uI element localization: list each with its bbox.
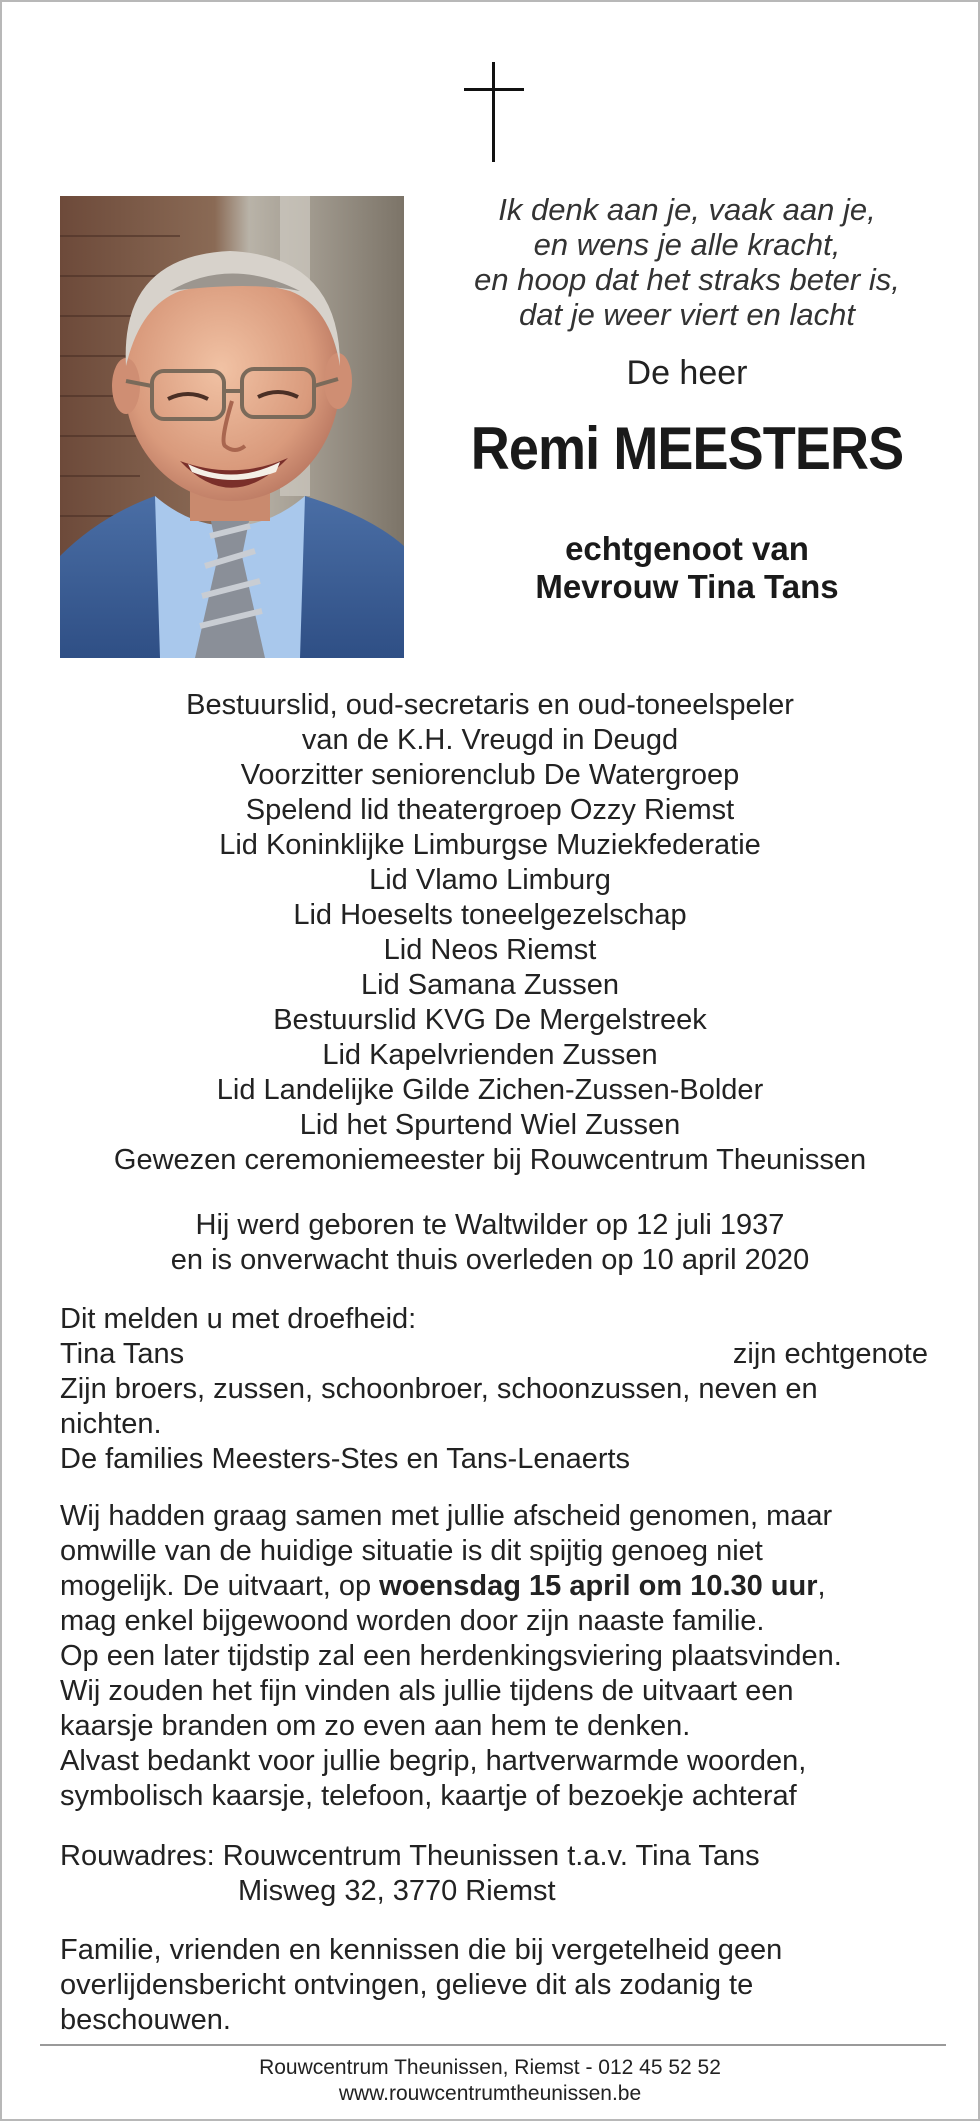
funeral-date: woensdag 15 april om 10.30 uur [379, 1570, 818, 1602]
announcement [60, 1302, 930, 1477]
function-item: Lid het Spurtend Wiel Zussen [299, 1109, 681, 1141]
footer-divider [40, 2044, 946, 2046]
spouse-line: echtgenoot van [565, 530, 809, 567]
spouse-name: Mevrouw Tina Tans [535, 568, 839, 605]
function-item: Lid Landelijke Gilde Zichen-Zussen-Bolder [216, 1074, 764, 1106]
honorific: De heer [626, 354, 748, 392]
message-text: , [817, 1570, 826, 1602]
function-item: van de K.H. Vreugd in Deugd [301, 724, 679, 756]
message-line [60, 1569, 930, 1604]
message-text: mogelijk. De uitvaart, op [60, 1570, 380, 1602]
poem-line: Ik denk aan je, vaak aan je, [498, 192, 876, 227]
function-item: Lid Koninklijke Limburgse Muziekfederatie [219, 829, 761, 861]
message-line: omwille van de huidige situatie is dit spijtig genoeg niet [60, 1535, 763, 1567]
spouse-row-name: Tina Tans [60, 1338, 185, 1370]
notice-line: overlijdensbericht ontvingen, gelieve dit als zodanig te [60, 1969, 754, 2001]
birth-death [22, 1208, 958, 1278]
function-item: Lid Samana Zussen [361, 969, 619, 1001]
function-item: Lid Hoeselts toneelgezelschap [293, 899, 687, 931]
footer-contact: Rouwcentrum Theunissen, Riemst - 012 45 52 52 [259, 2056, 721, 2079]
address-street: Misweg 32, 3770 Riemst [238, 1875, 556, 1907]
notice [60, 1933, 930, 2038]
funeral-message [60, 1499, 930, 1814]
function-item: Bestuurslid, oud-secretaris en oud-toneelspeler [186, 689, 794, 721]
poem-line: en hoop dat het straks beter is, [474, 262, 900, 297]
portrait-photo [60, 196, 404, 658]
cross-icon [464, 62, 524, 162]
message-line: Wij hadden graag samen met jullie afscheid genomen, maar [60, 1500, 833, 1532]
function-item: Spelend lid theatergroep Ozzy Riemst [245, 794, 735, 826]
footer-website[interactable]: www.rouwcentrumtheunissen.be [338, 2082, 642, 2105]
message-line: Alvast bedankt voor jullie begrip, hartverwarmde woorden, [60, 1745, 807, 1777]
spouse-block [432, 530, 942, 606]
relatives-line: Zijn broers, zussen, schoonbroer, schoonzussen, neven en [60, 1373, 818, 1405]
mourning-address [60, 1839, 930, 1909]
function-item: Lid Vlamo Limburg [369, 864, 611, 896]
poem-line: dat je weer viert en lacht [518, 297, 855, 332]
spouse-row-role: zijn echtgenote [732, 1338, 928, 1370]
announcement-intro: Dit melden u met droefheid: [60, 1303, 417, 1335]
message-line: Wij zouden het fijn vinden als jullie tijdens de uitvaart een [60, 1675, 794, 1707]
birth-line: Hij werd geboren te Waltwilder op 12 juli 1937 [195, 1209, 785, 1241]
function-item: Bestuurslid KVG De Mergelstreek [273, 1004, 707, 1036]
message-line: Op een later tijdstip zal een herdenkingsviering plaatsvinden. [60, 1640, 842, 1672]
address-line: Rouwadres: Rouwcentrum Theunissen t.a.v. Tina Tans [60, 1840, 760, 1872]
poem [432, 192, 942, 332]
function-item: Lid Neos Riemst [383, 934, 597, 966]
poem-line: en wens je alle kracht, [533, 227, 841, 262]
death-line: en is onverwacht thuis overleden op 10 april 2020 [170, 1244, 810, 1276]
notice-line: beschouwen. [60, 2004, 231, 2036]
message-line: symbolisch kaarsje, telefoon, kaartje of bezoekje achteraf [60, 1780, 797, 1812]
function-item: Lid Kapelvrienden Zussen [322, 1039, 658, 1071]
notice-line: Familie, vrienden en kennissen die bij vergetelheid geen [60, 1934, 783, 1966]
functions-list [22, 688, 958, 1178]
function-item: Gewezen ceremoniemeester bij Rouwcentrum Theunissen [113, 1144, 867, 1176]
spouse-row [60, 1337, 930, 1372]
relatives-line: nichten. [60, 1408, 162, 1440]
deceased-name: Remi MEESTERS [470, 415, 904, 482]
message-line: mag enkel bijgewoond worden door zijn naaste familie. [60, 1605, 765, 1637]
families-line: De families Meesters-Stes en Tans-Lenaerts [60, 1443, 631, 1475]
footer [22, 2055, 958, 2107]
message-line: kaarsje branden om zo even aan hem te denken. [60, 1710, 691, 1742]
function-item: Voorzitter seniorenclub De Watergroep [240, 759, 740, 791]
